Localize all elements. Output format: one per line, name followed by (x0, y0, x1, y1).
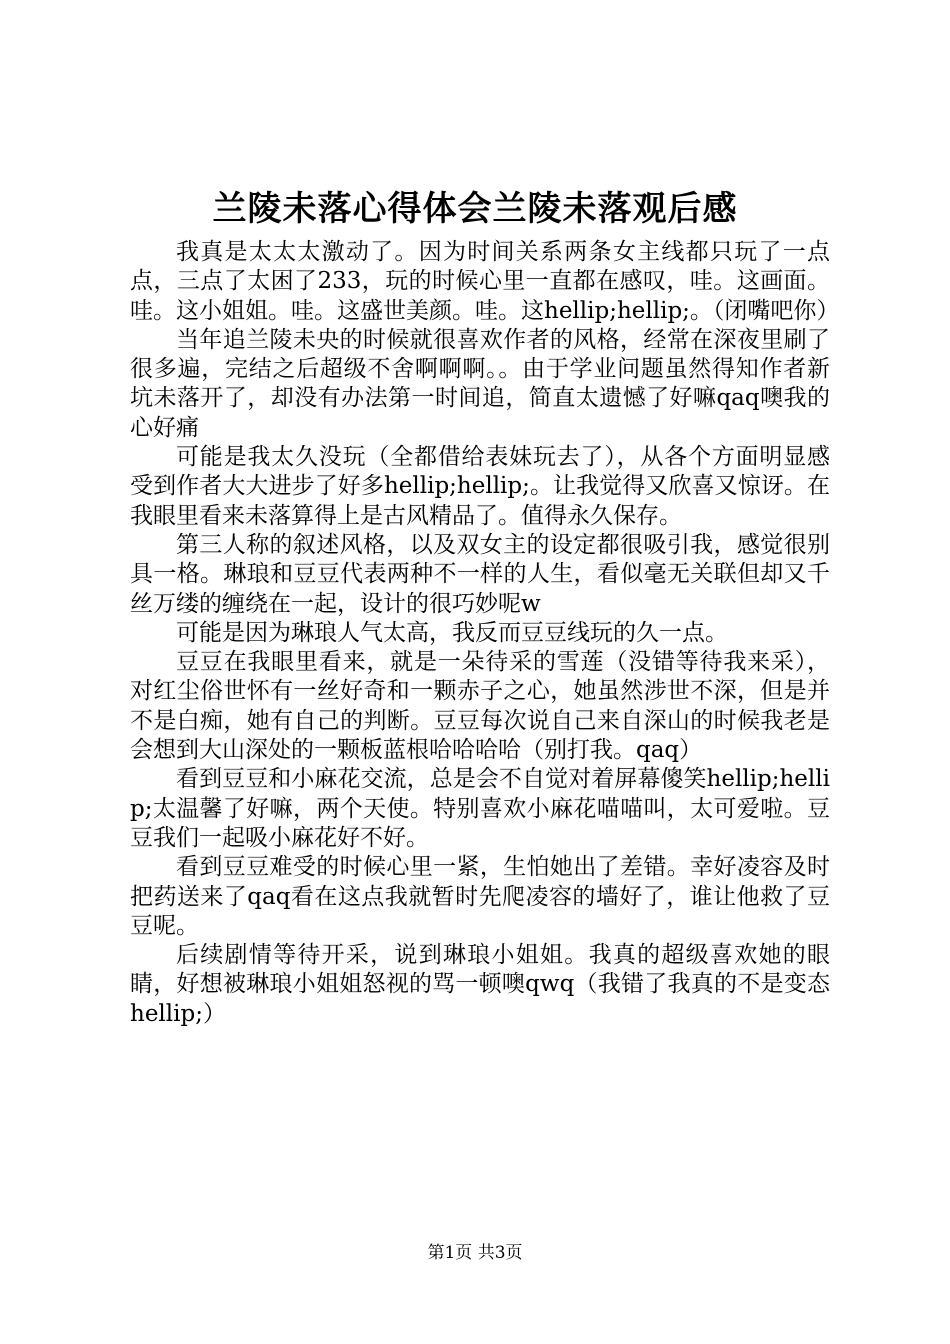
paragraph-6: 豆豆在我眼里看来，就是一朵待采的雪莲（没错等待我来采），对红尘俗世怀有一丝好奇和一颗赤子之心，她虽然涉世不深，但是并不是白痴，她有自己的判断。豆豆每次说自己来自深山的时候我老是会想到大山深处的一颗板蓝根哈哈哈哈（别打我。qaq） (130, 649, 830, 764)
paragraph-9: 后续剧情等待开采，说到琳琅小姐姐。我真的超级喜欢她的眼睛，好想被琳琅小姐姐怒视的骂一顿噢qwq（我错了我真的不是变态hellip;） (130, 942, 830, 1027)
page-footer: 第1页 共3页 (427, 1243, 523, 1263)
paragraph-5: 可能是因为琳琅人气太高，我反而豆豆线玩的久一点。 (176, 619, 728, 646)
paragraph-1: 我真是太太太激动了。因为时间关系两条女主线都只玩了一点点，三点了太困了233，玩的时候心里一直都在感叹，哇。这画面。哇。这小姐姐。哇。这盛世美颜。哇。这hellip;hellip;。（闭嘴吧你） (130, 239, 840, 324)
document-body (130, 238, 840, 1029)
paragraph-7: 看到豆豆和小麻花交流，总是会不自觉对着屏幕傻笑hellip;hellip;太温馨了好嘛，两个天使。特别喜欢小麻花喵喵叫，太可爱啦。豆豆我们一起吸小麻花好不好。 (130, 766, 830, 851)
paragraph-2: 当年追兰陵未央的时候就很喜欢作者的风格，经常在深夜里刷了很多遍，完结之后超级不舍啊啊啊。。由于学业问题虽然得知作者新坑未落开了，却没有办法第一时间追，简直太遗憾了好嘛qaq噢我的心好痛 (130, 326, 830, 441)
paragraph-4: 第三人称的叙述风格，以及双女主的设定都很吸引我，感觉很别具一格。琳琅和豆豆代表两种不一样的人生，看似毫无关联但却又千丝万缕的缠绕在一起，设计的很巧妙呢w (130, 531, 830, 617)
document-title: 兰陵未落心得体会兰陵未落观后感 (212, 189, 738, 229)
paragraph-3: 可能是我太久没玩（全都借给表妹玩去了），从各个方面明显感受到作者大大进步了好多hellip;hellip;。让我觉得又欣喜又惊讶。在我眼里看来未落算得上是古风精品了。值得永久保存。 (130, 444, 830, 529)
paragraph-8: 看到豆豆难受的时候心里一紧，生怕她出了差错。幸好凌容及时把药送来了qaq看在这点我就暂时先爬凌容的墙好了，谁让他救了豆豆呢。 (130, 854, 830, 939)
